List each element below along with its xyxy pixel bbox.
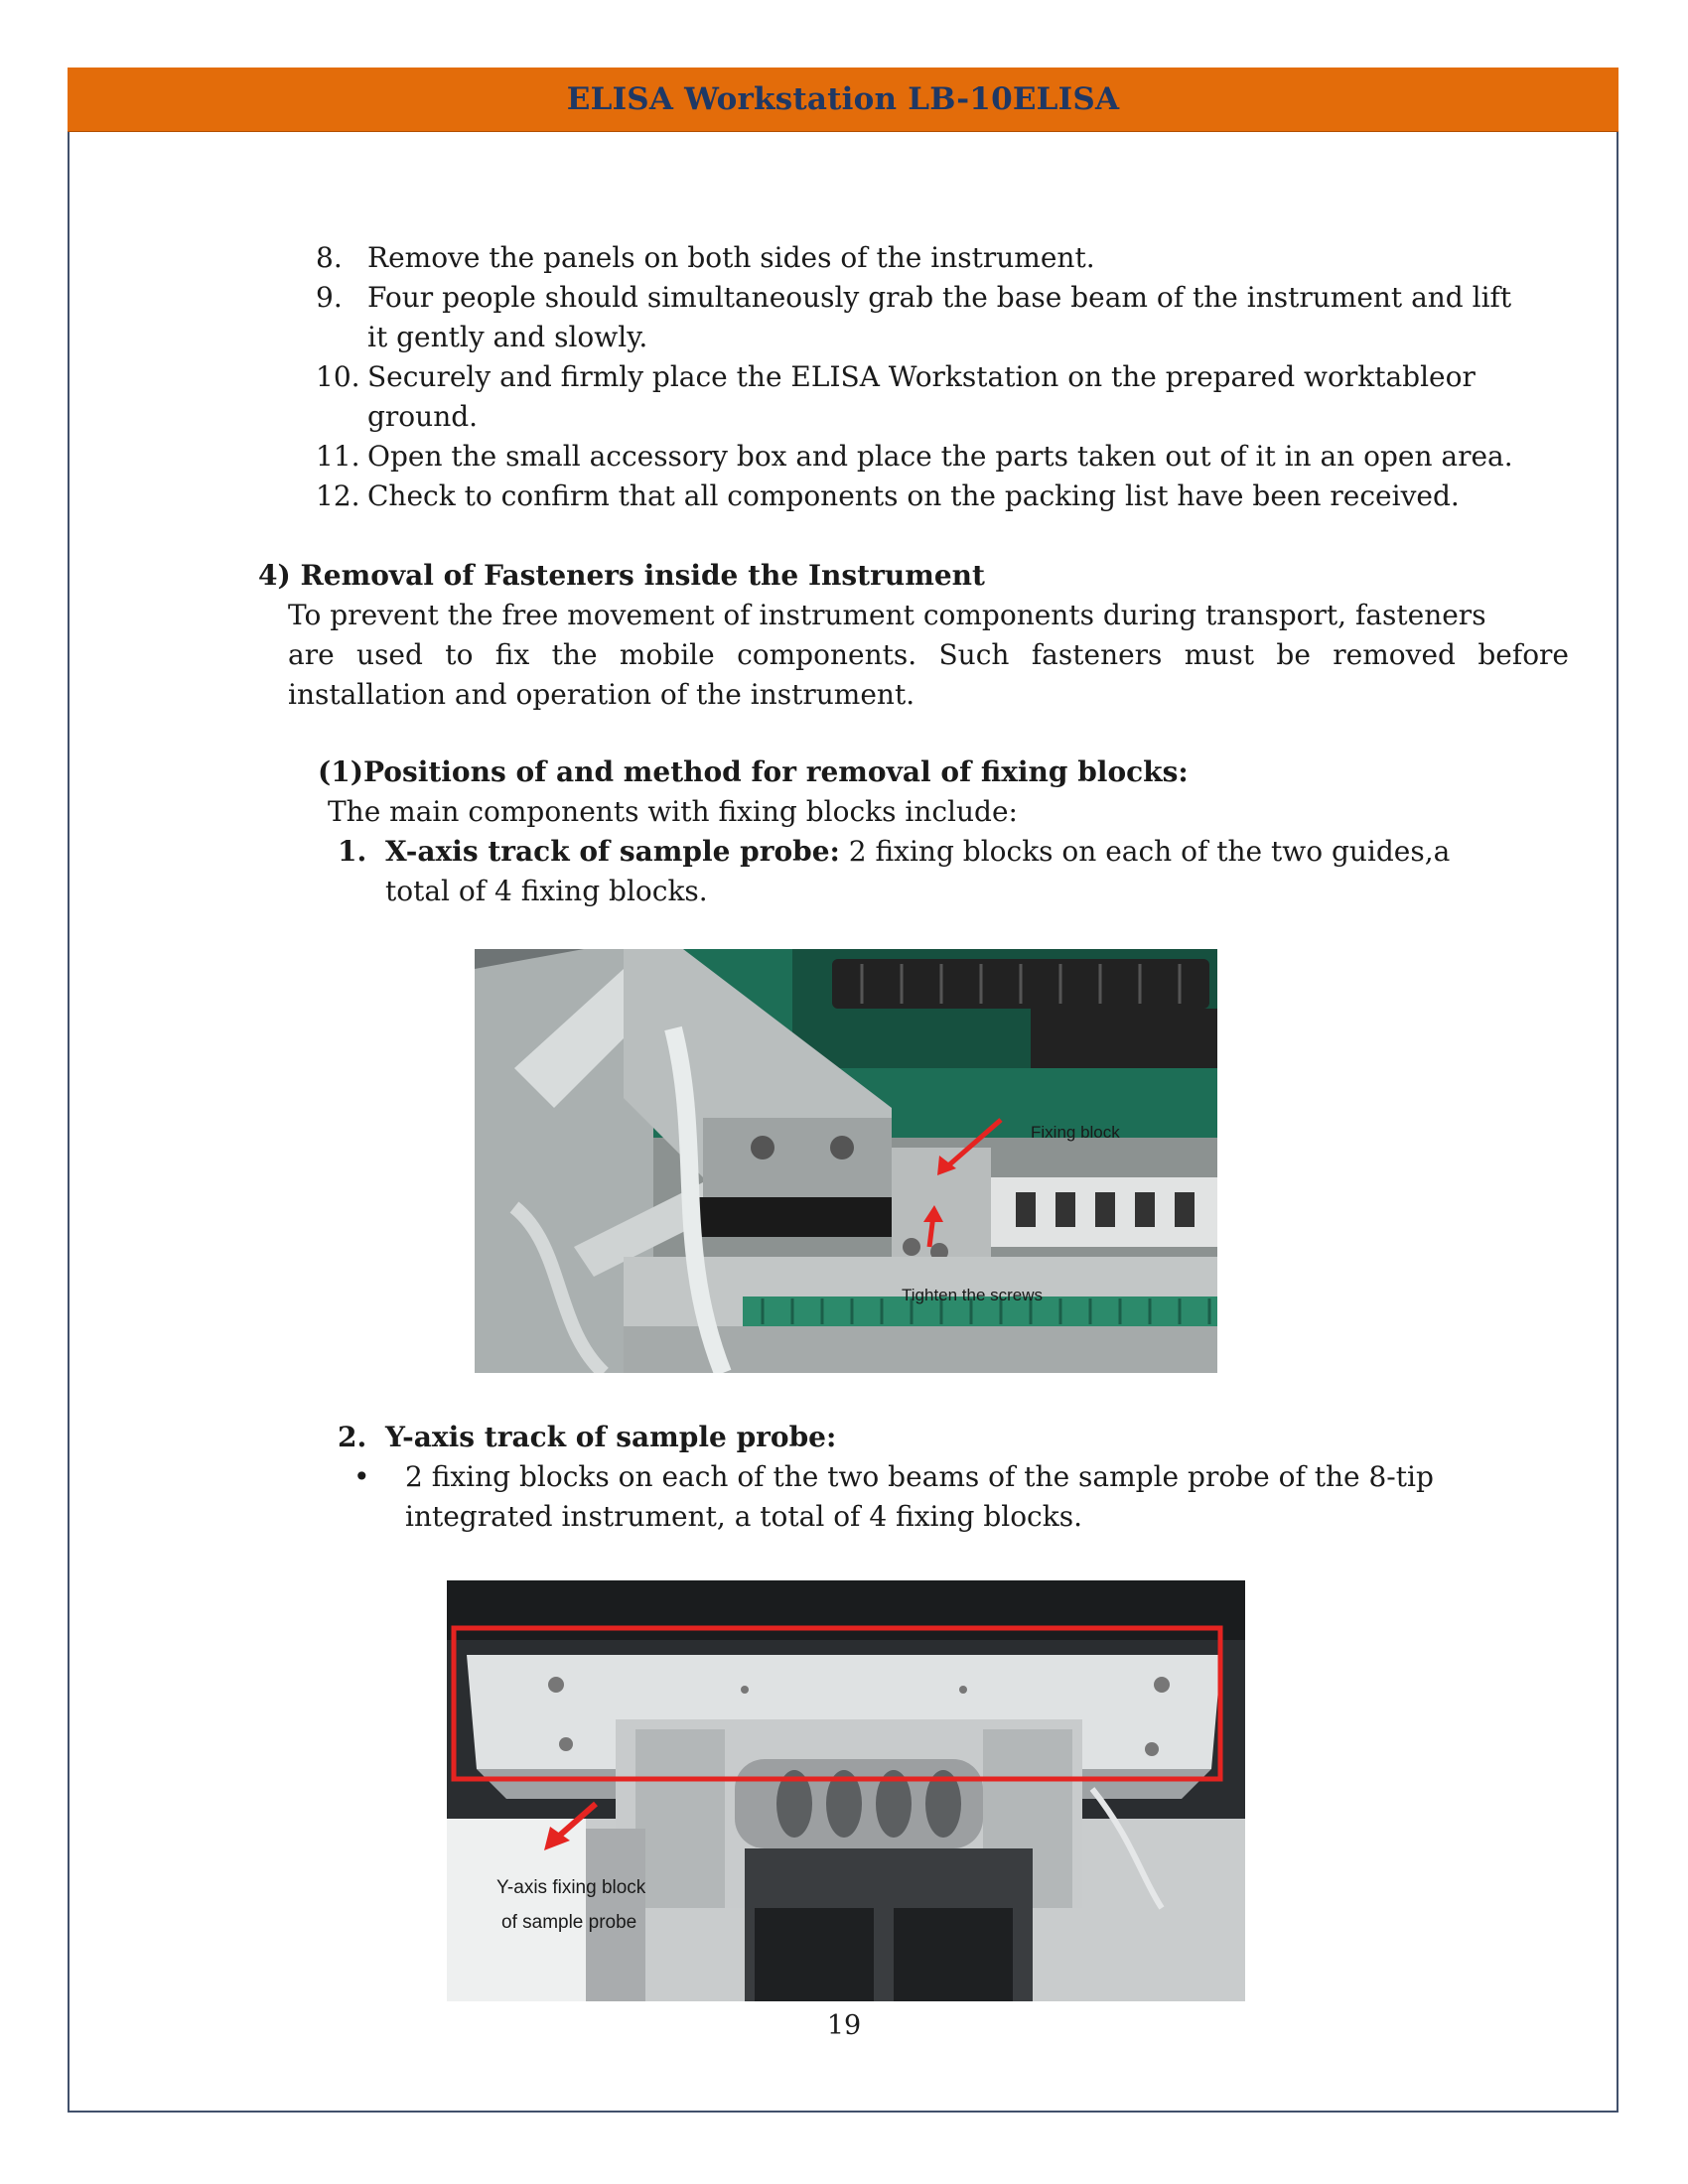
item-text-line2: total of 4 fixing blocks.: [385, 875, 708, 907]
list-item: 8.: [316, 241, 343, 274]
label-tighten-screws: Tighten the screws: [902, 1286, 1044, 1304]
item-number: 1.: [338, 835, 367, 868]
header-bar: [68, 68, 1618, 132]
list-item: 12.: [316, 479, 360, 512]
paragraph-line: To prevent the free movement of instrument components during transport, fasteners: [288, 599, 1486, 631]
list-item-text: Four people should simultaneously grab the base beam of the instrument and lift: [367, 281, 1512, 314]
section-heading: 4) Removal of Fasteners inside the Instrument: [258, 559, 985, 592]
item-label: Y-axis track of sample probe:: [385, 1421, 837, 1453]
item-text: [385, 832, 1450, 872]
list-item-text: Remove the panels on both sides of the instrument.: [367, 241, 1095, 274]
item-label: X-axis track of sample probe:: [385, 835, 840, 868]
item-number: 2.: [338, 1421, 367, 1453]
list-item: 9.: [316, 281, 343, 314]
list-item: 10.: [316, 360, 360, 393]
label-y-axis-fixing-block: Y-axis fixing block: [496, 1877, 646, 1898]
page-number: 19: [826, 2010, 862, 2041]
list-item-text: Open the small accessory box and place the parts taken out of it in an open area.: [367, 440, 1513, 473]
item-body: 2 fixing blocks on each of the two guides,a: [839, 835, 1451, 868]
bullet-text: 2 fixing blocks on each of the two beams of the sample probe of the 8-tip: [405, 1460, 1434, 1493]
photo-y-axis-illustration: [447, 1580, 1245, 2001]
photo-x-axis-illustration: [475, 949, 1217, 1373]
list-item-text: ground.: [367, 400, 479, 433]
subsection-intro: The main components with fixing blocks include:: [328, 795, 1018, 828]
paragraph-line: installation and operation of the instrument.: [288, 678, 915, 711]
label-of-sample-probe: of sample probe: [501, 1912, 637, 1933]
photo-x-axis-fixing-block: [475, 949, 1217, 1373]
photo-y-axis-fixing-block: [447, 1580, 1245, 2001]
subsection-heading: (1)Positions of and method for removal of fixing blocks:: [318, 755, 1189, 788]
list-item: 11.: [316, 440, 360, 473]
label-fixing-block: Fixing block: [1031, 1123, 1120, 1142]
list-item-text: Check to confirm that all components on the packing list have been received.: [367, 479, 1460, 512]
bullet-text: integrated instrument, a total of 4 fixing blocks.: [405, 1500, 1082, 1533]
list-item-text: Securely and firmly place the ELISA Workstation on the prepared worktableor: [367, 360, 1476, 393]
list-item-text: it gently and slowly.: [367, 321, 648, 353]
bullet-icon: •: [353, 1460, 370, 1493]
document-title: ELISA Workstation LB-10ELISA: [566, 81, 1120, 117]
paragraph-line: are used to fix the mobile components. Such fasteners must be removed before: [288, 638, 1569, 671]
